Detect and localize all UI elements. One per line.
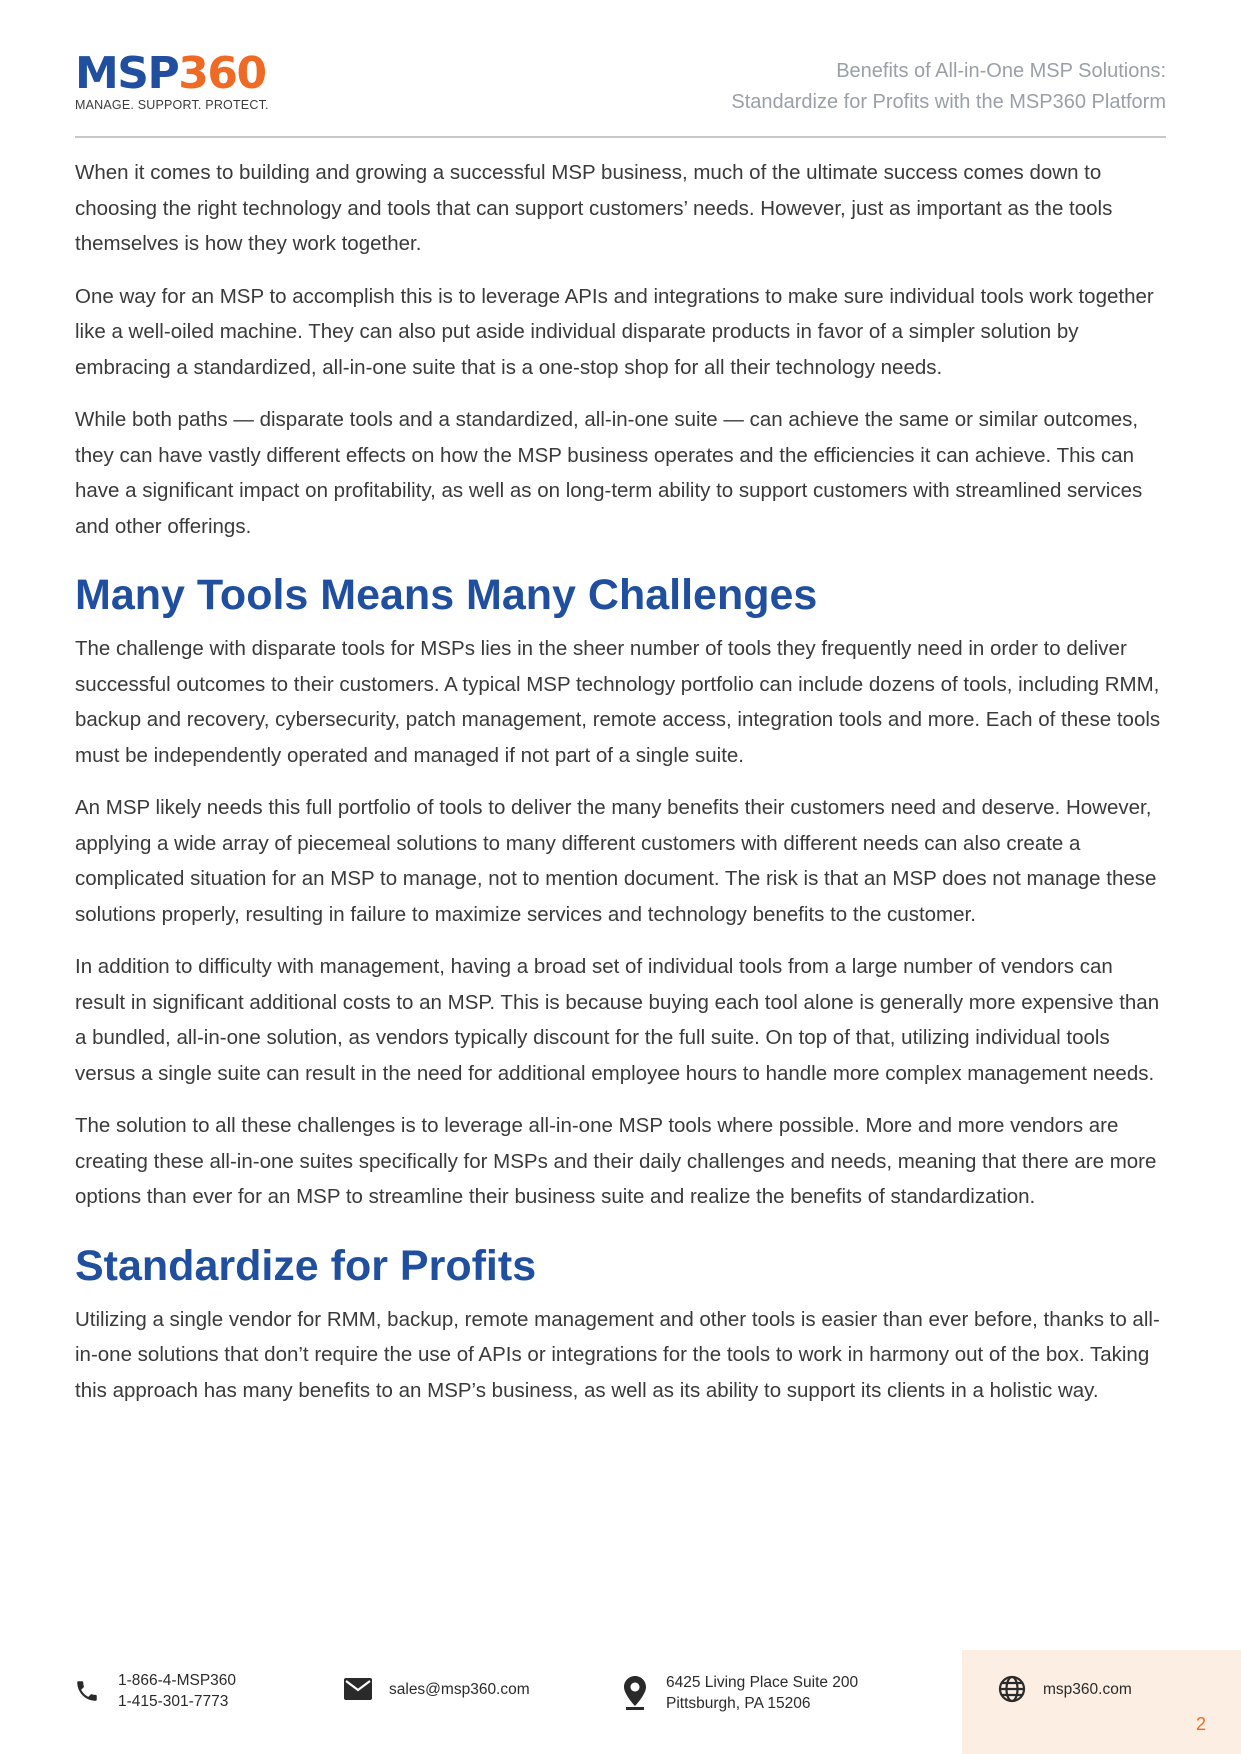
phone-icon [72,1676,102,1706]
intro-paragraph: While both paths — disparate tools and a standardized, all-in-one suite — can achieve the same or similar outcomes, they can have vastly different effects on how the MSP business operates and the efficiencies it can achieve. This can have a significant impact on profitability, as well as on long-term ability to support customers with streamlined services and other offerings. [75,408,1143,538]
body-paragraph: The challenge with disparate tools for MSPs lies in the sheer number of tools they frequently need in order to deliver successful outcomes to their customers. A typical MSP technology portfolio can include dozens of tools, including RMM, backup and recovery, cybersecurity, patch management, remote access, integration tools and more. Each of these tools must be independently operated and managed if not part of a single suite. [75,637,1161,767]
footer-phone [72,1670,236,1712]
body-paragraph: An MSP likely needs this full portfolio of tools to deliver the many benefits their customers need and deserve. However, applying a wide array of piecemeal solutions to many different customers with different needs can also create a complicated situation for an MSP to manage, not to mention document. The risk is that an MSP does not manage these solutions properly, resulting in failure to maximize services and technology benefits to the customer. [75,796,1157,926]
footer-address [620,1672,858,1714]
document-title [731,56,1166,118]
location-pin-icon [620,1678,650,1708]
website-link[interactable]: msp360.com [1043,1680,1132,1698]
logo-tagline: MANAGE. SUPPORT. PROTECT. [75,98,269,112]
section-heading-challenges: Many Tools Means Many Challenges [75,571,818,619]
address-line-2: Pittsburgh, PA 15206 [666,1695,811,1712]
section-heading-standardize: Standardize for Profits [75,1241,537,1290]
address-line-1: 6425 Living Place Suite 200 [666,1674,859,1691]
phone-number-2[interactable]: 1-415-301-7773 [118,1693,229,1710]
phone-number-1[interactable]: 1-866-4-MSP360 [118,1672,237,1689]
page-header [75,50,1166,138]
globe-icon [997,1674,1027,1704]
body-paragraph: In addition to difficulty with management, having a broad set of individual tools from a large number of vendors can result in significant additional costs to an MSP. This is because buying each tool alone is generally more expensive than a bundled, all-in-one solution, as vendors typically discount for the full suite. On top of that, utilizing individual tools versus a single suite can result in the need for additional employee hours to handle more complex management needs. [75,955,1160,1085]
document-title-line-2: Standardize for Profits with the MSP360 Platform [731,91,1166,113]
body-paragraph: Utilizing a single vendor for RMM, backup, remote management and other tools is easier than ever before, thanks to all-in-one solutions that don’t require the use of APIs or integrations for the tools to work in harmony out of the box. Taking this approach has many benefits to an MSP’s business, as well as its ability to support its clients in a holistic way. [75,1307,1160,1402]
intro-paragraph: One way for an MSP to accomplish this is to leverage APIs and integrations to make sure individual tools work together like a well-oiled machine. They can also put aside individual disparate products in favor of a simpler solution by embracing a standardized, all-in-one suite that is a one-stop shop for all their technology needs. [75,284,1154,379]
page-footer [0,1650,1241,1754]
footer-website [997,1674,1132,1704]
intro-paragraph: When it comes to building and growing a successful MSP business, much of the ultimate success comes down to choosing the right technology and tools that can support customers’ needs. However, just as important as the tools themselves is how they work together. [75,161,1113,255]
mail-icon [343,1674,373,1704]
page-content [75,155,1166,1425]
body-paragraph: The solution to all these challenges is to leverage all-in-one MSP tools where possible. More and more vendors are creating these all-in-one suites specifically for MSPs and their daily challenges and needs, meaning that there are more options than ever for an MSP to streamline their business suite and realize the benefits of standardization. [75,1114,1157,1208]
msp360-logo [75,50,269,112]
logo-mark: MSP360 [75,48,266,99]
footer-email [343,1674,530,1704]
document-title-line-1: Benefits of All-in-One MSP Solutions: [836,60,1166,82]
page-number: 2 [1195,1714,1206,1734]
email-link[interactable]: sales@msp360.com [389,1680,530,1698]
